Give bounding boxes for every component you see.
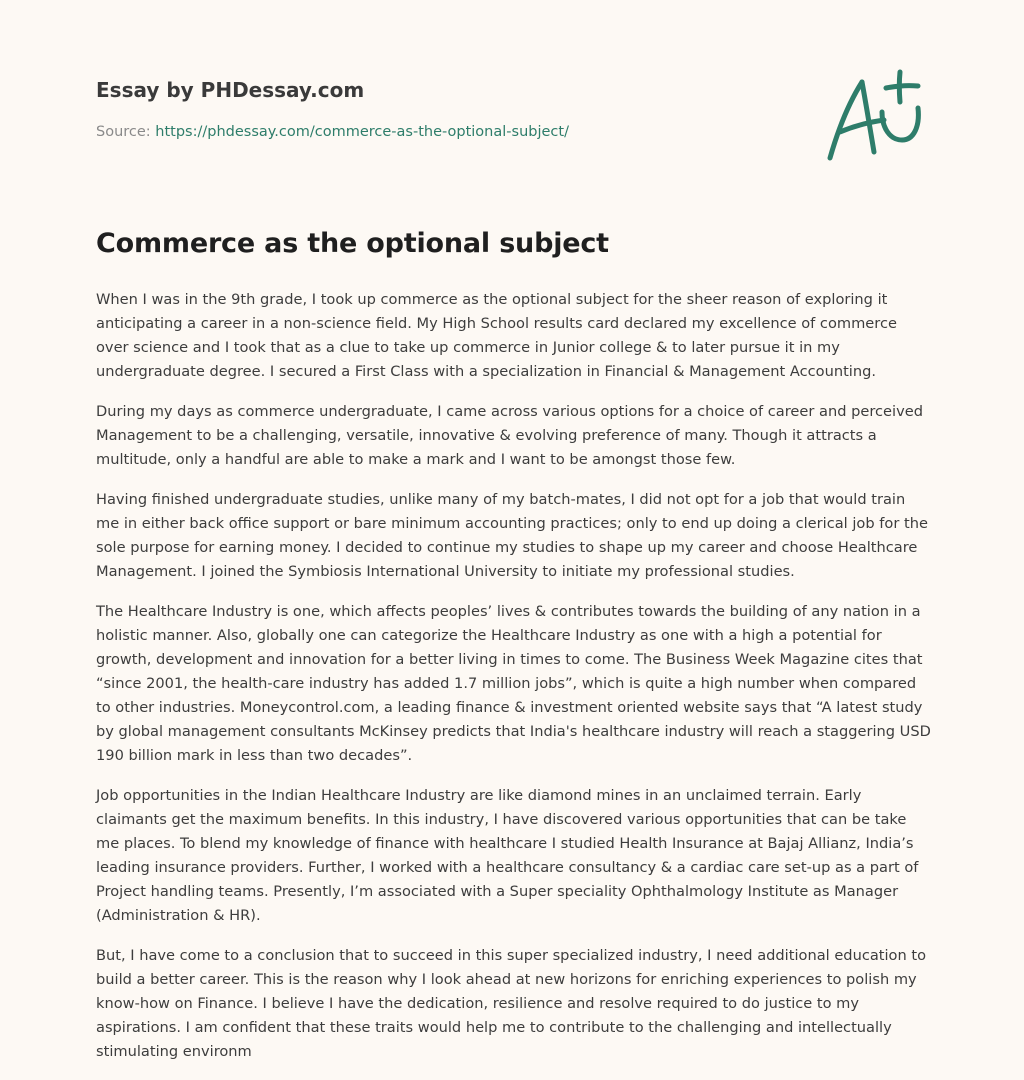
essay-paragraph: When I was in the 9th grade, I took up commerce as the optional subject for the sheer reason of exploring it anticipating a career in a non-science field. My High School results card declared my excellence of commerce over science and I took that as a clue to take up commerce in Junior college & to later pursue it in my undergraduate degree. I secured a First Class with a specialization in Financial & Management Accounting. (96, 291, 897, 380)
essay-paragraph: During my days as commerce undergraduate, I came across various options for a choice of career and perceived Management to be a challenging, versatile, innovative & evolving preference of many. Though it attracts a multitude, only a handful are able to make a mark and I want to be amongst those few. (96, 403, 923, 468)
source-label: Source: (96, 124, 151, 140)
essay-paragraph: Job opportunities in the Indian Healthcare Industry are like diamond mines in an unclaimed terrain. Early claimants get the maximum benefits. In this industry, I have discovered various opportunities that can be take me places. To blend my knowledge of finance with healthcare I studied Health Insurance at Bajaj Allianz, India’s leading insurance providers. Further, I worked with a healthcare consultancy & a cardiac care set-up as a part of Project handling teams. Presently, I’m associated with a Super speciality Ophthalmology Institute as Manager (Administration & HR). (96, 787, 919, 924)
page-header (96, 76, 796, 142)
essay-paragraph: Having finished undergraduate studies, unlike many of my batch-mates, I did not opt for a job that would train me in either back office support or bare minimum accounting practices; only to end up doing a clerical job for the sole purpose for earning money. I decided to continue my studies to shape up my career and choose Healthcare Management. I joined the Symbiosis International University to initiate my professional studies. (96, 491, 928, 580)
site-title: Essay by PHDessay.com (96, 78, 365, 102)
essay-content (96, 222, 932, 1080)
source-link[interactable]: https://phdessay.com/commerce-as-the-optional-subject/ (155, 124, 569, 140)
source-line (96, 122, 796, 142)
essay-title: Commerce as the optional subject (96, 228, 609, 259)
essay-paragraph: The Healthcare Industry is one, which affects peoples’ lives & contributes towards the building of any nation in a holistic manner. Also, globally one can categorize the Healthcare Industry as one with a high a potential for growth, development and innovation for a better living in times to come. The Business Week Magazine cites that “since 2001, the health-care industry has added 1.7 million jobs”, which is quite a high number when compared to other industries. Moneycontrol.com, a leading finance & investment oriented website says that “A latest study by global management consultants McKinsey predicts that India's healthcare industry will reach a staggering USD 190 billion mark in less than two decades”. (96, 603, 931, 764)
essay-paragraph: But, I have come to a conclusion that to succeed in this super specialized industry, I need additional education to build a better career. This is the reason why I look ahead at new horizons for enriching experiences to polish my know-how on Finance. I believe I have the dedication, resilience and resolve required to do justice to my aspirations. I am confident that these traits would help me to contribute to the challenging and intellectually stimulating environm (96, 947, 927, 1060)
a-plus-logo-icon (820, 68, 930, 168)
